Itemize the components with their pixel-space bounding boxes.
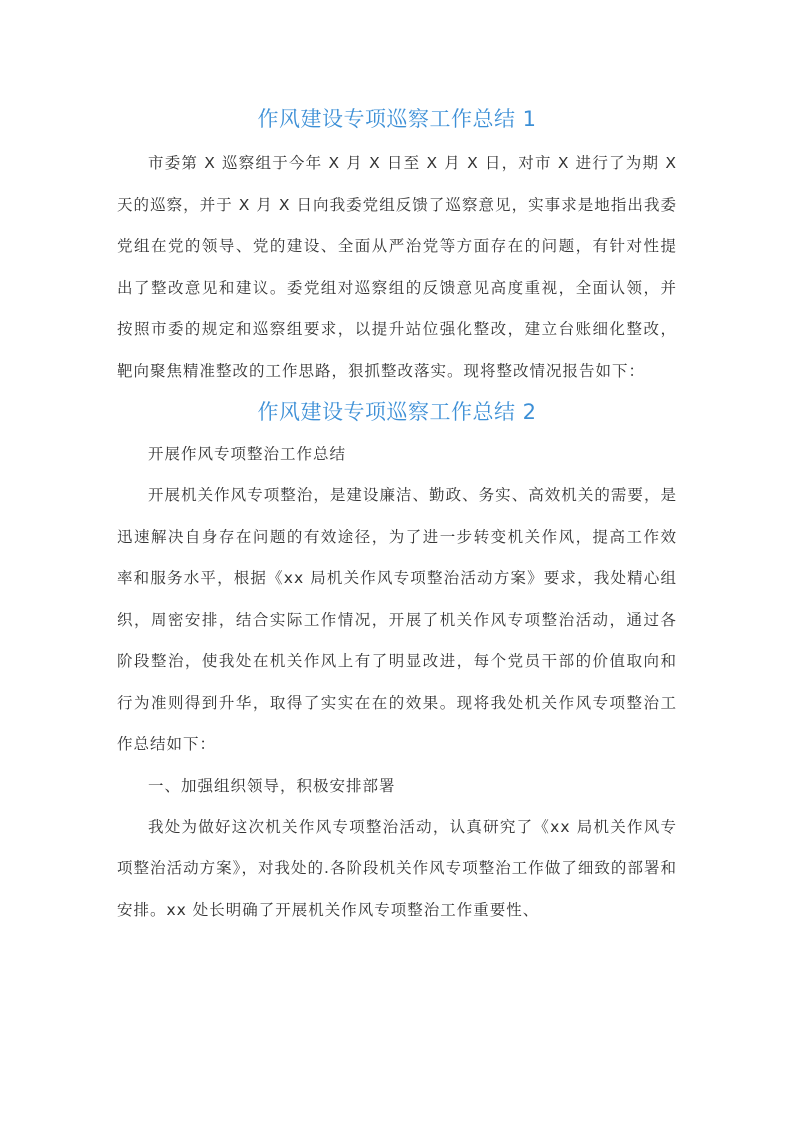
paragraph-1: 市委第 X 巡察组于今年 X 月 X 日至 X 月 X 日，对市 X 进行了为期 X 天的巡察，并于 X 月 X 日向我委党组反馈了巡察意见，实事求是地指出我委党组在党的领导、党的建设、全面从严治党等方面存在的问题，有针对性提出了整改意见和建议。委党组对巡察组的反馈意见高度重视，全面认领，并按照市委的规定和巡察组要求，以提升站位强化整改，建立台账细化整改，靶向聚焦精准整改的工作思路，狠抓整改落实。现将整改情况报告如下： (117, 154, 677, 380)
section-heading-1: 作风建设专项巡察工作总结 1 (257, 107, 537, 131)
paragraph-3: 开展机关作风专项整治，是建设廉洁、勤政、务实、高效机关的需要，是迅速解决自身存在问题的有效途径，为了进一步转变机关作风，提高工作效率和服务水平，根据《xx 局机关作风专项整治活动方案》要求，我处精心组织，周密安排，结合实际工作情况，开展了机关作风专项整治活动，通过各阶段整治，使我处在机关作风上有了明显改进，每个党员干部的价值取向和行为准则得到升华，取得了实实在在的效果。现将我处机关作风专项整治工作总结如下： (117, 486, 677, 753)
paragraph-4: 一、加强组织领导，积极安排部署 (148, 776, 396, 795)
paragraph-2: 开展作风专项整治工作总结 (148, 445, 347, 463)
paragraph-5: 我处为做好这次机关作风专项整治活动，认真研究了《xx 局机关作风专项整治活动方案》，对我处的.各阶段机关作风专项整治工作做了细致的部署和安排。xx 处长明确了开展机关作风专项整治工作重要性、 (117, 817, 677, 919)
document-page (117, 101, 677, 931)
section-heading-2: 作风建设专项巡察工作总结 2 (257, 400, 537, 424)
